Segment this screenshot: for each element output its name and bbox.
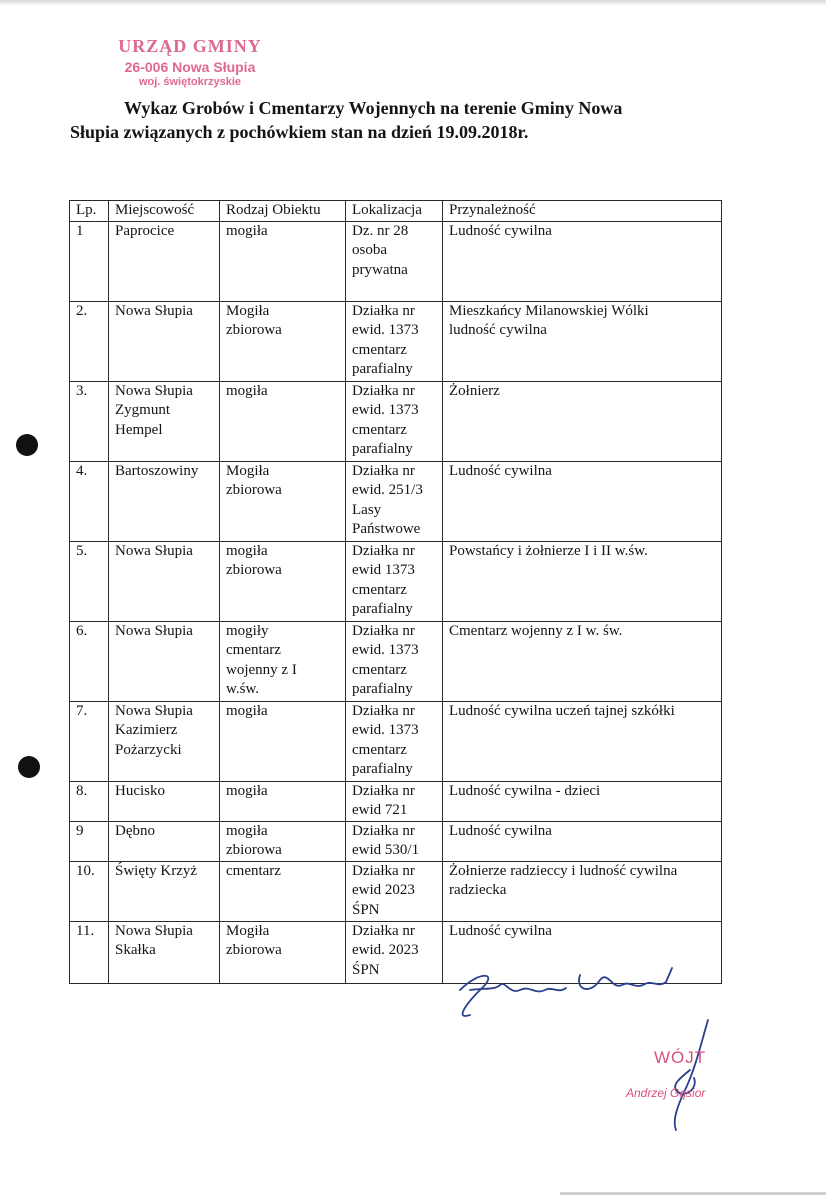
table-header-row	[70, 201, 722, 222]
cell-rodzaj-obiektu: mogiła zbiorowa	[220, 541, 346, 621]
wojt-stamp-title: WÓJT	[654, 1048, 707, 1067]
handwritten-signature-1	[460, 976, 566, 1016]
cell-miejscowosc: Nowa Słupia	[109, 301, 220, 381]
cell-lp: 8.	[70, 781, 109, 821]
cell-przynaleznosc: Ludność cywilna uczeń tajnej szkółki	[443, 701, 722, 781]
cell-rodzaj-obiektu: mogiła	[220, 381, 346, 461]
handwritten-signature-2	[579, 968, 672, 989]
office-stamp	[100, 36, 280, 88]
header-miejscowosc: Miejscowość	[109, 201, 220, 222]
cell-lokalizacja: Działka nr ewid 721	[346, 781, 443, 821]
scan-edge-shadow	[560, 1192, 826, 1195]
cell-przynaleznosc: Powstańcy i żołnierze I i II w.św.	[443, 541, 722, 621]
stamp-region: woj. świętokrzyskie	[138, 76, 242, 88]
cell-przynaleznosc: Ludność cywilna - dzieci	[443, 781, 722, 821]
cell-lp: 10.	[70, 861, 109, 921]
table-row	[70, 221, 722, 301]
wojt-stamp-name: Andrzej Gąsior	[626, 1086, 706, 1100]
cell-lp: 5.	[70, 541, 109, 621]
cell-lp: 7.	[70, 701, 109, 781]
table-body	[70, 221, 722, 983]
table-row	[70, 701, 722, 781]
cell-lokalizacja: Działka nr ewid. 1373 cmentarz parafialny	[346, 301, 443, 381]
cell-rodzaj-obiektu: Mogiła zbiorowa	[220, 921, 346, 983]
cell-rodzaj-obiektu: Mogiła zbiorowa	[220, 301, 346, 381]
cell-lokalizacja: Dz. nr 28 osoba prywatna	[346, 221, 443, 301]
table-row	[70, 461, 722, 541]
cell-lokalizacja: Działka nr ewid. 1373 cmentarz parafialny	[346, 621, 443, 701]
document-title	[70, 96, 760, 144]
binder-hole-marker	[16, 434, 38, 456]
cell-miejscowosc: Nowa Słupia	[109, 621, 220, 701]
cell-lp: 3.	[70, 381, 109, 461]
cell-lp: 1	[70, 221, 109, 301]
cell-przynaleznosc: Żołnierze radzieccy i ludność cywilna radziecka	[443, 861, 722, 921]
cell-rodzaj-obiektu: mogiła	[220, 781, 346, 821]
cell-przynaleznosc: Ludność cywilna	[443, 821, 722, 861]
cell-przynaleznosc: Ludność cywilna	[443, 921, 722, 983]
cell-lp: 9	[70, 821, 109, 861]
cell-rodzaj-obiektu: cmentarz	[220, 861, 346, 921]
cell-lokalizacja: Działka nr ewid 2023 ŚPN	[346, 861, 443, 921]
cell-miejscowosc: Święty Krzyż	[109, 861, 220, 921]
cell-przynaleznosc: Ludność cywilna	[443, 461, 722, 541]
cell-rodzaj-obiektu: mogiła	[220, 221, 346, 301]
cell-rodzaj-obiektu: mogiła	[220, 701, 346, 781]
cell-miejscowosc: Nowa Słupia	[109, 541, 220, 621]
cell-miejscowosc: Hucisko	[109, 781, 220, 821]
cell-lokalizacja: Działka nr ewid. 251/3 Lasy Państwowe	[346, 461, 443, 541]
cell-lp: 11.	[70, 921, 109, 983]
table-row	[70, 861, 722, 921]
cell-miejscowosc: Nowa Słupia Skałka	[109, 921, 220, 983]
cell-miejscowosc: Bartoszowiny	[109, 461, 220, 541]
header-rodzaj-obiektu: Rodzaj Obiektu	[220, 201, 346, 222]
table-row	[70, 541, 722, 621]
cell-lokalizacja: Działka nr ewid 530/1	[346, 821, 443, 861]
cell-rodzaj-obiektu: mogiły cmentarz wojenny z I w.św.	[220, 621, 346, 701]
cell-rodzaj-obiektu: mogiła zbiorowa	[220, 821, 346, 861]
header-lp: Lp.	[70, 201, 109, 222]
scan-edge-shadow	[0, 0, 826, 6]
cell-lokalizacja: Działka nr ewid 1373 cmentarz parafialny	[346, 541, 443, 621]
table-row	[70, 781, 722, 821]
binder-hole-marker	[18, 756, 40, 778]
cell-lokalizacja: Działka nr ewid. 2023 ŚPN	[346, 921, 443, 983]
title-line-1: Wykaz Grobów i Cmentarzy Wojennych na terenie Gminy Nowa	[124, 98, 623, 118]
cell-miejscowosc: Nowa Słupia Zygmunt Hempel	[109, 381, 220, 461]
header-przynaleznosc: Przynależność	[443, 201, 722, 222]
graves-table	[69, 200, 722, 984]
mayor-signature	[675, 1020, 708, 1130]
cell-miejscowosc: Paprocice	[109, 221, 220, 301]
cell-lp: 2.	[70, 301, 109, 381]
header-lokalizacja: Lokalizacja	[346, 201, 443, 222]
cell-miejscowosc: Nowa Słupia Kazimierz Pożarzycki	[109, 701, 220, 781]
title-line-2: Słupia związanych z pochówkiem stan na dzień 19.09.2018r.	[70, 122, 529, 142]
table-row	[70, 621, 722, 701]
cell-przynaleznosc: Mieszkańcy Milanowskiej Wólki ludność cywilna	[443, 301, 722, 381]
table-row	[70, 381, 722, 461]
cell-przynaleznosc: Żołnierz	[443, 381, 722, 461]
cell-przynaleznosc: Ludność cywilna	[443, 221, 722, 301]
table-row	[70, 301, 722, 381]
cell-lp: 4.	[70, 461, 109, 541]
cell-miejscowosc: Dębno	[109, 821, 220, 861]
cell-przynaleznosc: Cmentarz wojenny z I w. św.	[443, 621, 722, 701]
cell-lokalizacja: Działka nr ewid. 1373 cmentarz parafialny	[346, 701, 443, 781]
stamp-office-name: URZĄD GMINY	[118, 36, 262, 56]
cell-rodzaj-obiektu: Mogiła zbiorowa	[220, 461, 346, 541]
cell-lokalizacja: Działka nr ewid. 1373 cmentarz parafialny	[346, 381, 443, 461]
table-row	[70, 821, 722, 861]
stamp-address: 26-006 Nowa Słupia	[124, 59, 256, 75]
cell-lp: 6.	[70, 621, 109, 701]
